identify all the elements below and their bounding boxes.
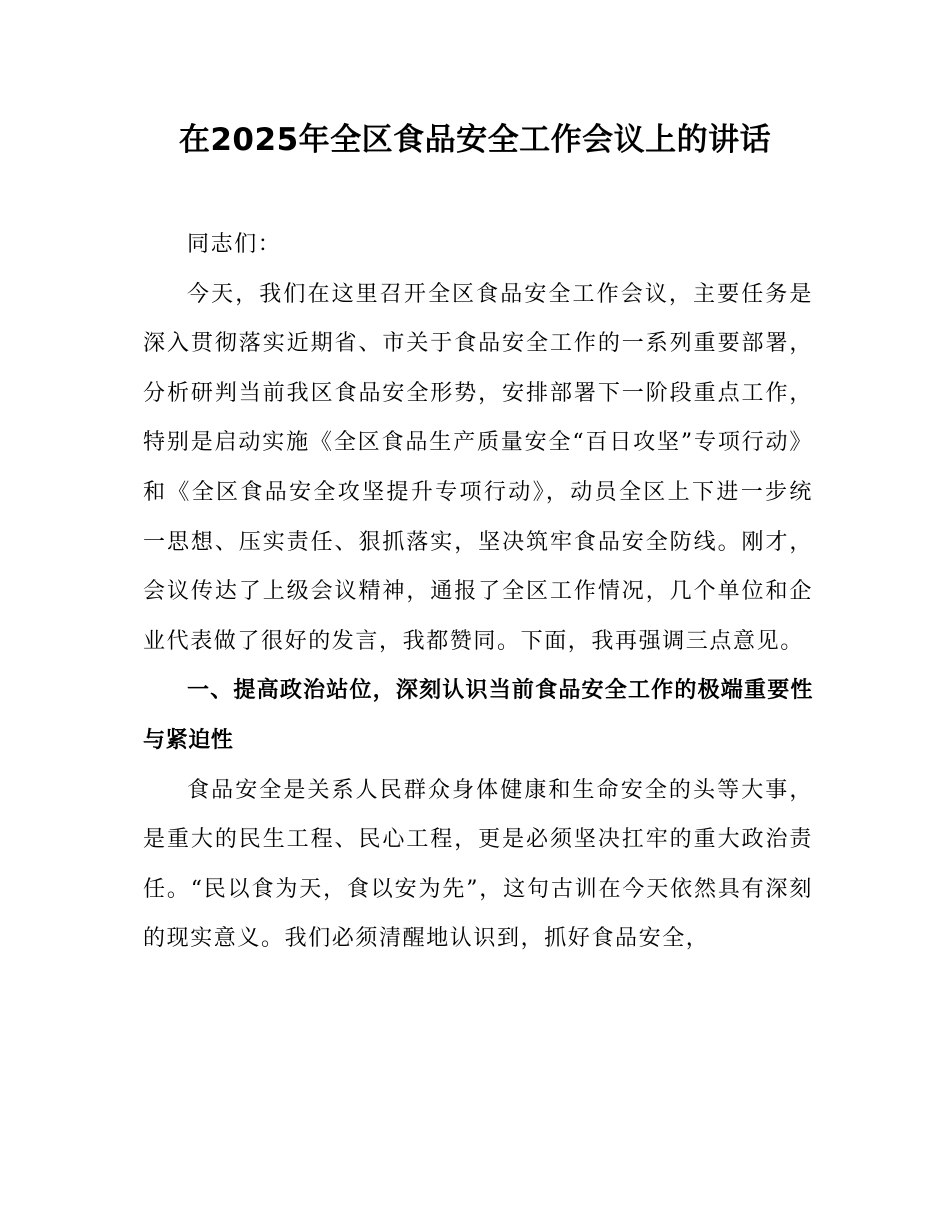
paragraph-intro: 今天，我们在这里召开全区食品安全工作会议，主要任务是深入贯彻落实近期省、市关于食品安全工作的一系列重要部署，分析研判当前我区食品安全形势，安排部署下一阶段重点工作，特别是启动实施《全区食品生产质量安全“百日攻坚”专项行动》和《全区食品安全攻坚提升专项行动》，动员全区上下进一步统一思想、压实责任、狠抓落实，坚决筑牢食品安全防线。刚才，会议传达了上级会议精神，通报了全区工作情况，几个单位和企业代表做了很好的发言，我都赞同。下面，我再强调三点意见。	[143, 281, 813, 654]
section-heading-1: 一、提高政治站位，深刻认识当前食品安全工作的极端重要性与紧迫性	[143, 678, 813, 753]
paragraph-section-1: 食品安全是关系人民群众身体健康和生命安全的头等大事，是重大的民生工程、民心工程，更是必须坚决扛牢的重大政治责任。“民以食为天，食以安为先”，这句古训在今天依然具有深刻的现实意义。我们必须清醒地认识到，抓好食品安全，	[143, 777, 813, 952]
salutation: 同志们：	[187, 232, 282, 257]
document-body	[143, 220, 813, 964]
document-title: 在2025年全区食品安全工作会议上的讲话	[178, 122, 772, 158]
